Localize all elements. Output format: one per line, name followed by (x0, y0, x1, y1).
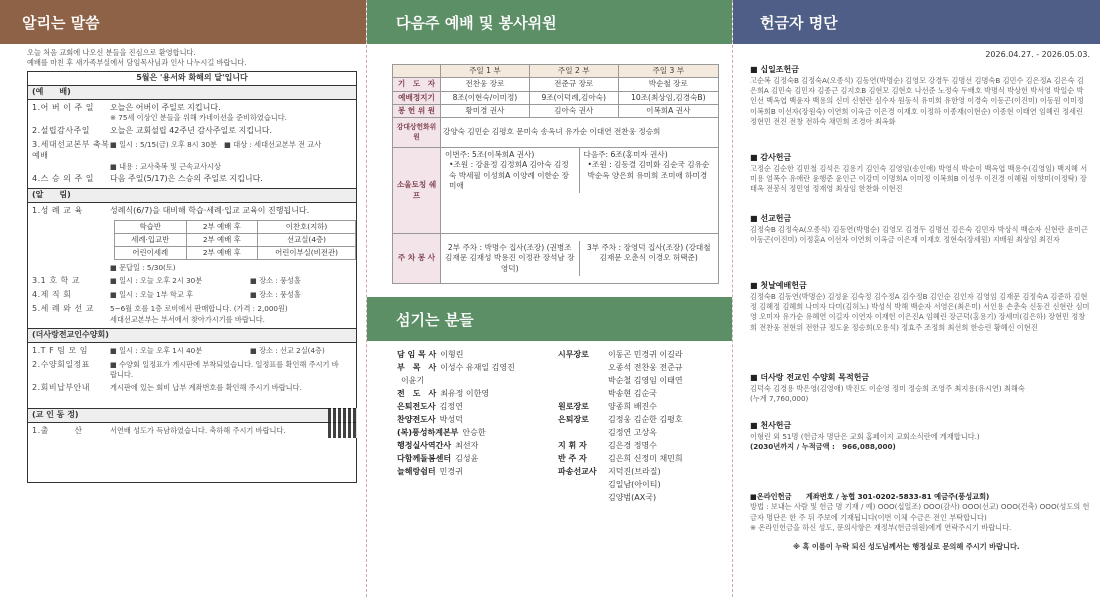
mission-names: 김정숙B 김정숙A(오종석) 김동연(박명순) 김영모 김경두 김명선 김은숙 김민자 박상식 백순자 신현란 윤미근 이동곤(이진미) 이정훈A 이선자 이연희 이옥금 이은재 이재호 정현숙(장세원) 지배원 최상임 최진자 (750, 224, 1088, 245)
tithe-title: ■ 십일조헌금 (750, 65, 799, 74)
staff-role: 시무장로 (558, 350, 589, 359)
cell: 전준규 장로 (529, 78, 618, 91)
staff-row (558, 350, 728, 363)
staff-names: 이윤기 (401, 376, 425, 385)
first-service-title: ■ 첫날예배헌금 (750, 281, 807, 290)
staff-role: 담 임 목 사 (397, 350, 437, 359)
staff-names: 김은희 신정미 채민희 (608, 454, 683, 463)
staff-row (397, 415, 567, 428)
staff-names: 김정연 (439, 402, 463, 411)
item-value: 5~6월 호를 1층 로비에서 판매합니다. (가격 : 2,000원) (110, 303, 288, 313)
staff-names: 박성덕 (439, 415, 463, 424)
staff-names: 최유정 이한영 (440, 389, 490, 398)
sacrament-cell: 선교실(4층) (258, 233, 356, 246)
staff-role: 다함께돌봄센터 (397, 454, 452, 463)
staff-role: 부 목 사 (397, 363, 437, 372)
sacrament-row (115, 233, 356, 246)
item-value: ■ 일시 : 오늘 오후 2시 30분 (110, 276, 203, 286)
staff-names: 이동곤 민경귀 이길라 (608, 350, 683, 359)
col-header: 주일 2 부 (529, 65, 618, 78)
item-value: 오늘은 어버이 주일로 지킵니다. (110, 102, 221, 112)
staff-role: 지 휘 자 (558, 441, 587, 450)
item-note: 세대선교본부는 부서에서 찾아가시기를 바랍니다. (110, 314, 265, 324)
servants-column (367, 0, 732, 597)
staff-names: 이형린 (440, 350, 464, 359)
staff-row (558, 402, 728, 415)
staff-row (558, 428, 728, 441)
staff-role: 행정실사역간사 (397, 441, 452, 450)
col-header: 주일 3 부 (618, 65, 718, 78)
staff-names: 지덕진(브라질) (608, 467, 661, 476)
staff-role (558, 428, 604, 441)
staff-role: 원로장로 (558, 402, 589, 411)
staff-names: 박순철 김영임 이태연 (608, 376, 683, 385)
online-note: ※ 온라인헌금을 하신 성도, 문의사항은 재정부(헌금위원)에게 연락주시기 바랍니다. (750, 523, 1012, 533)
sacrament-row (115, 246, 356, 259)
sacrament-row (115, 220, 356, 233)
item-value: 다음 주일(5/17)은 스승의 주일로 지킵니다. (110, 174, 263, 184)
staff-row (558, 441, 728, 454)
sacrament-cell: 2부 예배 후 (186, 220, 258, 233)
staff-role (558, 480, 604, 493)
staff-row (397, 441, 567, 454)
item-note: ■ 내용 : 교사축복 및 근속교사시상 (110, 161, 221, 171)
announcements-column (0, 0, 366, 597)
staff-names: 오종석 전찬웅 전준규 (608, 363, 683, 372)
row-label: 예배정지기 (393, 91, 441, 104)
announcements-header: 알리는 말씀 (0, 0, 366, 44)
thanks-names: 고정순 김순한 김민철 김석은 김용기 김인숙 김영임(송인애) 박영식 박순이 백옥엽 백용수(김영임) 백지혜 서미용 엄폭수 유애란 윤행준 윤인근 이강미 이명희A 이미정 이복희B 이성우 이진경 이혜림 이향미(이정탁) 장태옥 전봉식 정민영 정재영 최상임 한찬화 이현진 (750, 163, 1088, 194)
servants-table (392, 64, 719, 284)
item-label: 1.T F 팀 모 임 (32, 346, 88, 356)
staff-role: 반 주 자 (558, 454, 587, 463)
offering-header: 헌금자 명단 (733, 0, 1100, 44)
item-label: 1.성 례 교 육 (32, 205, 83, 215)
staff-names: 이성수 유재일 김영진 (440, 363, 515, 372)
cell: 이복희A 권사 (618, 104, 718, 117)
item-value: ■ 일시 : 오늘 1부 학교 후 (110, 290, 194, 300)
angel-text: 이형린 외 51명 (헌금자 명단은 교회 홈페이지 교회소식란에 게재합니다.) (750, 431, 980, 441)
parking-2nd: 2부 주차 : 박명수 집사(조장) (권병조 김재문 김재성 박용진 이정관 장석남 장영덕) (441, 241, 580, 276)
sacrament-table (114, 220, 356, 260)
section-member-news: (교 인 동 정) (28, 408, 356, 423)
staff-row (558, 389, 728, 402)
staff-role: 전 도 사 (397, 389, 437, 398)
offering-column (733, 0, 1100, 597)
intro-text (27, 48, 357, 67)
qr-code[interactable] (328, 408, 358, 438)
staff-names: 김성윤 (455, 454, 479, 463)
item-value: ■ 일시 : 오늘 오후 1시 40분 (110, 346, 203, 356)
staff-row (397, 467, 567, 480)
staff-header: 섬기는 분들 (367, 297, 732, 341)
item-value: 서연배 성도가 득남하였습니다. 축하해 주시기 바랍니다. (110, 426, 286, 436)
staff-row (558, 454, 728, 467)
staff-role: 늘해랑쉼터 (397, 467, 436, 476)
row-label: 봉 헌 위 원 (393, 104, 441, 117)
cell: 10조(최상임,김경숙B) (618, 91, 718, 104)
item-label: 4.스 승 의 주 일 (32, 174, 94, 184)
sacrament-cell: 어린이부실(비전관) (258, 246, 356, 259)
item-value: ■ 장소 : 풍성홀 (250, 290, 301, 300)
staff-role (558, 389, 604, 402)
staff-names: 양종희 배진수 (608, 402, 657, 411)
row-label: 기 도 자 (393, 78, 441, 91)
intro-line-1: 오늘 처음 교회에 나오신 분들을 진심으로 환영합니다. (27, 48, 196, 57)
sacrament-cell: 학습반 (115, 220, 187, 233)
section-notice: (알 림) (28, 188, 356, 203)
group-members: •조원 : 강윤정 김정희A 김아숙 김정숙 박세필 이성희A 이양례 이한순 장미애 (449, 160, 569, 190)
sacrament-cell: 세례·입교반 (115, 233, 187, 246)
staff-names: 김일남(아이티) (608, 480, 661, 489)
row-label: 강대상헌화위원 (393, 118, 441, 148)
row-label: 소울토칭 쉐프 (393, 148, 441, 234)
thanks-title: ■ 감사헌금 (750, 153, 792, 162)
sacrament-cell: 어린이세례 (115, 246, 187, 259)
staff-role: (복)풍성하계본부 (397, 428, 459, 437)
tithe-names: 고순복 김정숙B 김정숙A(오종석) 김동연(박명순) 김영모 강경두 김명선 김명숙B 김민수 김은정A 김은숙 김은희A 김민숙 김민자 김종근 김지호B 김현모 김현호 나선준 노정숙 두배호 박명식 박상헌 박서영 박일순 박인선 백옥엽 백윤자 백용의 신미 신현란 심수자 원동식 유미희 유한영 이경숙 이동곤(이진미) 이동원 이미정 이복희B 이선자(장원숙) 이연희 이옥금 이은경 이재호 이정하 이종재(이현순) 이종현 이태연 임혜린 정세린 정현민 전진 전창 전하숙 채민희 조경아 최옥화 (750, 75, 1084, 127)
staff-row (558, 363, 728, 376)
cell: 9조(이덕례,김아숙) (529, 91, 618, 104)
retreat-offering-title: ■ 더사랑 전교인 수양회 목적헌금 (750, 373, 870, 382)
announcements-box (27, 71, 357, 483)
item-label: 4.제 직 회 (32, 290, 72, 300)
item-label: 2.회비납부안내 (32, 383, 91, 393)
staff-names: 민경귀 (439, 467, 463, 476)
item-label: 5.세 례 와 선 교 (32, 303, 94, 313)
group-this-week: 이번주: 5조(이복희A 권사) (445, 150, 535, 159)
intro-line-2: 예배를 마친 후 새가족부실에서 담임목사님과 인사 나누시길 바랍니다. (27, 57, 247, 67)
staff-row (397, 428, 567, 441)
item-value: 성례식(6/7)을 대비해 학습·세례·입교 교육이 진행됩니다. (110, 205, 310, 215)
sacrament-cell: 2부 예배 후 (186, 246, 258, 259)
footer-note: ※ 혹 이름이 누락 되신 성도님께서는 행정실로 문의해 주시기 바랍니다. (793, 542, 1020, 551)
item-label: 1.어 버 이 주 일 (32, 102, 94, 112)
parking-3rd: 3부 주차 : 장영덕 집사(조장) (강대철 김재문 오춘식 이경오 허택준) (586, 243, 711, 263)
item-note: ※ 75세 이상인 분들을 위해 카네이션을 준비하였습니다. (110, 113, 287, 123)
angel-title: ■ 천사헌금 (750, 421, 792, 430)
staff-row (397, 363, 567, 376)
staff-row (397, 402, 567, 415)
item-value: 게시판에 있는 회비 납부 계좌번호를 확인해 주시기 바랍니다. (110, 383, 302, 393)
section-worship: (예 배) (28, 86, 356, 100)
angel-total: (2030년까지 / 누적금액 : 966,088,000) (750, 442, 896, 452)
group-members: •조원 : 김동결 김미화 김순국 김유순 박순옥 양은희 유미희 조미애 하미경 (587, 160, 710, 180)
item-value: ■ 수양회 일정표가 게시판에 부착되었습니다. 일정표를 확인해 주시기 바랍니다. (110, 359, 339, 379)
staff-names: 김은경 정명수 (608, 441, 657, 450)
staff-row (397, 454, 567, 467)
month-theme-title: 5월은 '용서와 화해의 달'입니다 (28, 72, 356, 86)
staff-role: 찬양전도사 (397, 415, 436, 424)
sacrament-cell: 이찬호(지하) (258, 220, 356, 233)
staff-row (558, 467, 728, 480)
staff-role: 파송선교사 (558, 467, 597, 476)
staff-left-list (397, 350, 567, 480)
cell: 8조(이현숙/이미정) (441, 91, 530, 104)
servants-header: 다음주 예배 및 봉사위원 (367, 0, 732, 44)
online-account: ■온라인헌금 계좌번호 / 농협 301-0202-5833-81 예금주(풍성교회) (750, 492, 990, 501)
staff-names: 박송현 김순국 (608, 389, 657, 398)
staff-role: 은퇴장로 (558, 415, 589, 424)
item-value: ■ 장소 : 풍성홀 (250, 276, 301, 286)
first-service-names: 김정숙B 김동연(박명순) 김성윤 김숙정 김수정A 김수정B 김인순 김인자 김영임 김재문 김정숙A 김준하 김현정 김혜정 김혜희 나미자 다미(김허노) 박성식 박해 백순자 서영은(최은미) 서인용 손춘숙 신동건 신현란 심미영 오미자 유가순 유혜연 이길자 이연자 이재헌 이은진A 임혜린 장근덕(홍용기) 장세미(김은하) 장현민 정창희 전찬웅 전현위 전한규 정도윤 정승희(오용석) 정효주 조정희 최선희 한승린 황혜신 이현진 (750, 291, 1090, 332)
item-note: ■ 문답일 : 5/30(토) (110, 262, 176, 272)
cell: 전찬웅 장로 (441, 78, 530, 91)
item-label: 3.세대선교본부 축복예배 (32, 139, 110, 160)
mission-title: ■ 선교헌금 (750, 214, 792, 223)
staff-role (558, 363, 604, 376)
cell: 김아숙 권사 (529, 104, 618, 117)
staff-names: 최선자 (455, 441, 479, 450)
staff-row (558, 480, 728, 493)
online-method: 방법 : 보내는 사람 및 헌금 명 기재 / 예) OOO(십일조) OOO(감사) OOO(선교) OOO(건축) OOO(성도의 헌금자 명단은 한 주 뒤 주보에 기재됩니다(이번 이체 수금은 전인 부탁합니다) (750, 502, 1090, 522)
cell: 황미경 권사 (441, 104, 530, 117)
retreat-offering-names: 김덕숙 김경용 박은영(김영애) 박진도 이순영 정미 정승희 조영주 최지용(유시연) 최해숙 (750, 383, 1025, 393)
staff-names: 안승한 (462, 428, 486, 437)
item-label: 1.출 산 (32, 426, 83, 436)
section-retreat: (더사랑전교인수양회) (28, 328, 356, 343)
staff-row (558, 415, 728, 428)
staff-role (558, 493, 604, 506)
item-label: 3.1 호 학 교 (32, 276, 81, 286)
staff-role: 은퇴전도사 (397, 402, 436, 411)
item-value: ■ 일시 : 5/15(금) 오후 8시 30분 ■ 대상 : 세대선교본부 전 교사 (110, 139, 322, 149)
row-label: 주 차 봉 사 (393, 234, 441, 284)
item-value: 오늘은 교회설립 42주년 감사주일로 지킵니다. (110, 126, 272, 136)
staff-right-list (558, 350, 728, 506)
staff-row (397, 376, 567, 389)
item-label: 2.설립감사주일 (32, 126, 91, 136)
date-range: 2026.04.27. - 2026.05.03. (985, 50, 1090, 59)
staff-names: 김정연 고상옥 (608, 428, 657, 437)
staff-row (397, 389, 567, 402)
retreat-total: (누계 7,760,000) (750, 394, 809, 404)
col-header: 주일 1 부 (441, 65, 530, 78)
staff-names: 김양범(AX국) (608, 493, 657, 502)
staff-names: 김정웅 김순한 김평호 (608, 415, 683, 424)
cell: 강양숙 김민순 김평호 문미숙 송옥녀 유가순 이대연 전찬웅 정승희 (441, 118, 719, 148)
item-label: 2.수양회일정표 (32, 359, 91, 369)
group-next-week: 다음주: 6조(홍미자 권사) (583, 150, 668, 159)
cell: 박순철 장로 (618, 78, 718, 91)
sacrament-cell: 2부 예배 후 (186, 233, 258, 246)
item-value: ■ 장소 : 선교 2실(4층) (250, 346, 325, 356)
staff-row (558, 493, 728, 506)
staff-role (558, 376, 604, 389)
staff-row (558, 376, 728, 389)
staff-row (397, 350, 567, 363)
